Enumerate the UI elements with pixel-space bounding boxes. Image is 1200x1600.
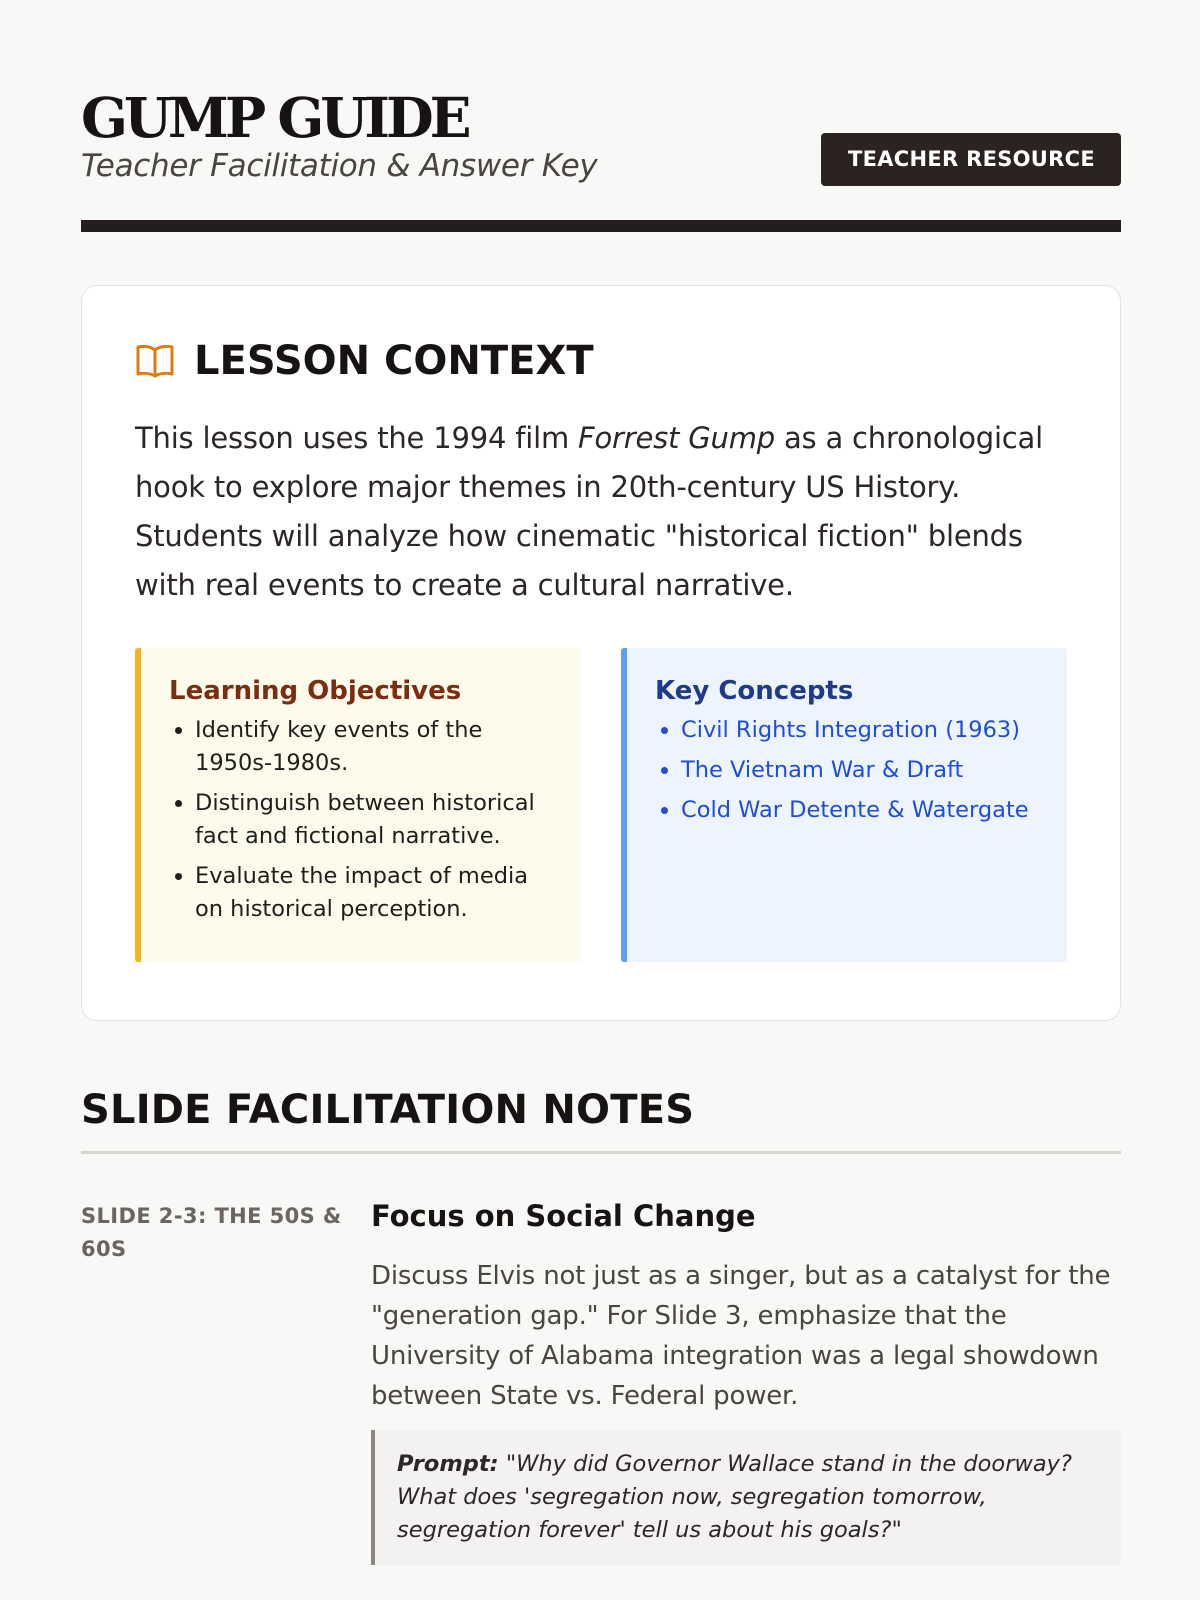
list-item: • Evaluate the impact of media on historical perception. [195, 860, 561, 926]
teacher-guide-page [81, 0, 1121, 1565]
section-divider [81, 1151, 1121, 1154]
prompt-label: Prompt: [397, 1451, 499, 1477]
learning-objectives-box [135, 648, 581, 962]
list-item: • Civil Rights Integration (1963) [681, 714, 1047, 747]
note-text: Discuss Elvis not just as a singer, but as a catalyst for the "generation gap." For Slide 3, emphasize that the University of Alabama integration was a legal showdown between State vs. Federal power. [371, 1261, 1111, 1411]
facilitation-note [81, 1194, 1121, 1565]
lesson-intro-paragraph [135, 414, 1067, 610]
page-title: GUMP GUIDE [81, 85, 468, 150]
slide-label: SLIDE 2-3: THE 50S & 60S [81, 1204, 342, 1261]
film-title: Forrest Gump [578, 421, 775, 455]
key-concepts-title: Key Concepts [655, 676, 854, 706]
discussion-prompt [371, 1430, 1121, 1565]
list-item: • Identify key events of the 1950s-1980s. [195, 714, 561, 780]
facilitation-notes-title: SLIDE FACILITATION NOTES [81, 1087, 695, 1133]
note-heading: Focus on Social Change [371, 1199, 756, 1233]
teacher-resource-badge: TEACHER RESOURCE [821, 133, 1121, 186]
learning-objectives-title: Learning Objectives [169, 676, 462, 706]
lesson-context-header [135, 338, 1067, 384]
note-body [371, 1194, 1121, 1565]
context-boxes [135, 648, 1067, 962]
lesson-context-title: LESSON CONTEXT [194, 338, 594, 384]
intro-text-end: as a chronological hook to explore major themes in 20th-century US History. Students will analyze how cinematic "historical fiction" blends with real events to create a cultural narrative. [135, 421, 1043, 602]
list-item: • Distinguish between historical fact and fictional narrative. [195, 787, 561, 853]
key-concepts-box [621, 648, 1067, 962]
lesson-context-card [81, 285, 1121, 1021]
book-open-icon [135, 343, 175, 379]
list-item: • Cold War Detente & Watergate [681, 794, 1047, 827]
intro-text-start: This lesson uses the 1994 film [135, 421, 579, 455]
page-subtitle: Teacher Facilitation & Answer Key [81, 148, 598, 184]
prompt-text: "Why did Governor Wallace stand in the doorway? What does 'segregation now, segregation tomorrow, segregation forever' tell us about his goals?" [397, 1451, 1072, 1543]
learning-objectives-list [169, 714, 561, 926]
list-item: • The Vietnam War & Draft [681, 754, 1047, 787]
key-concepts-list [655, 714, 1047, 827]
page-header [81, 86, 1121, 200]
header-divider [81, 220, 1121, 232]
